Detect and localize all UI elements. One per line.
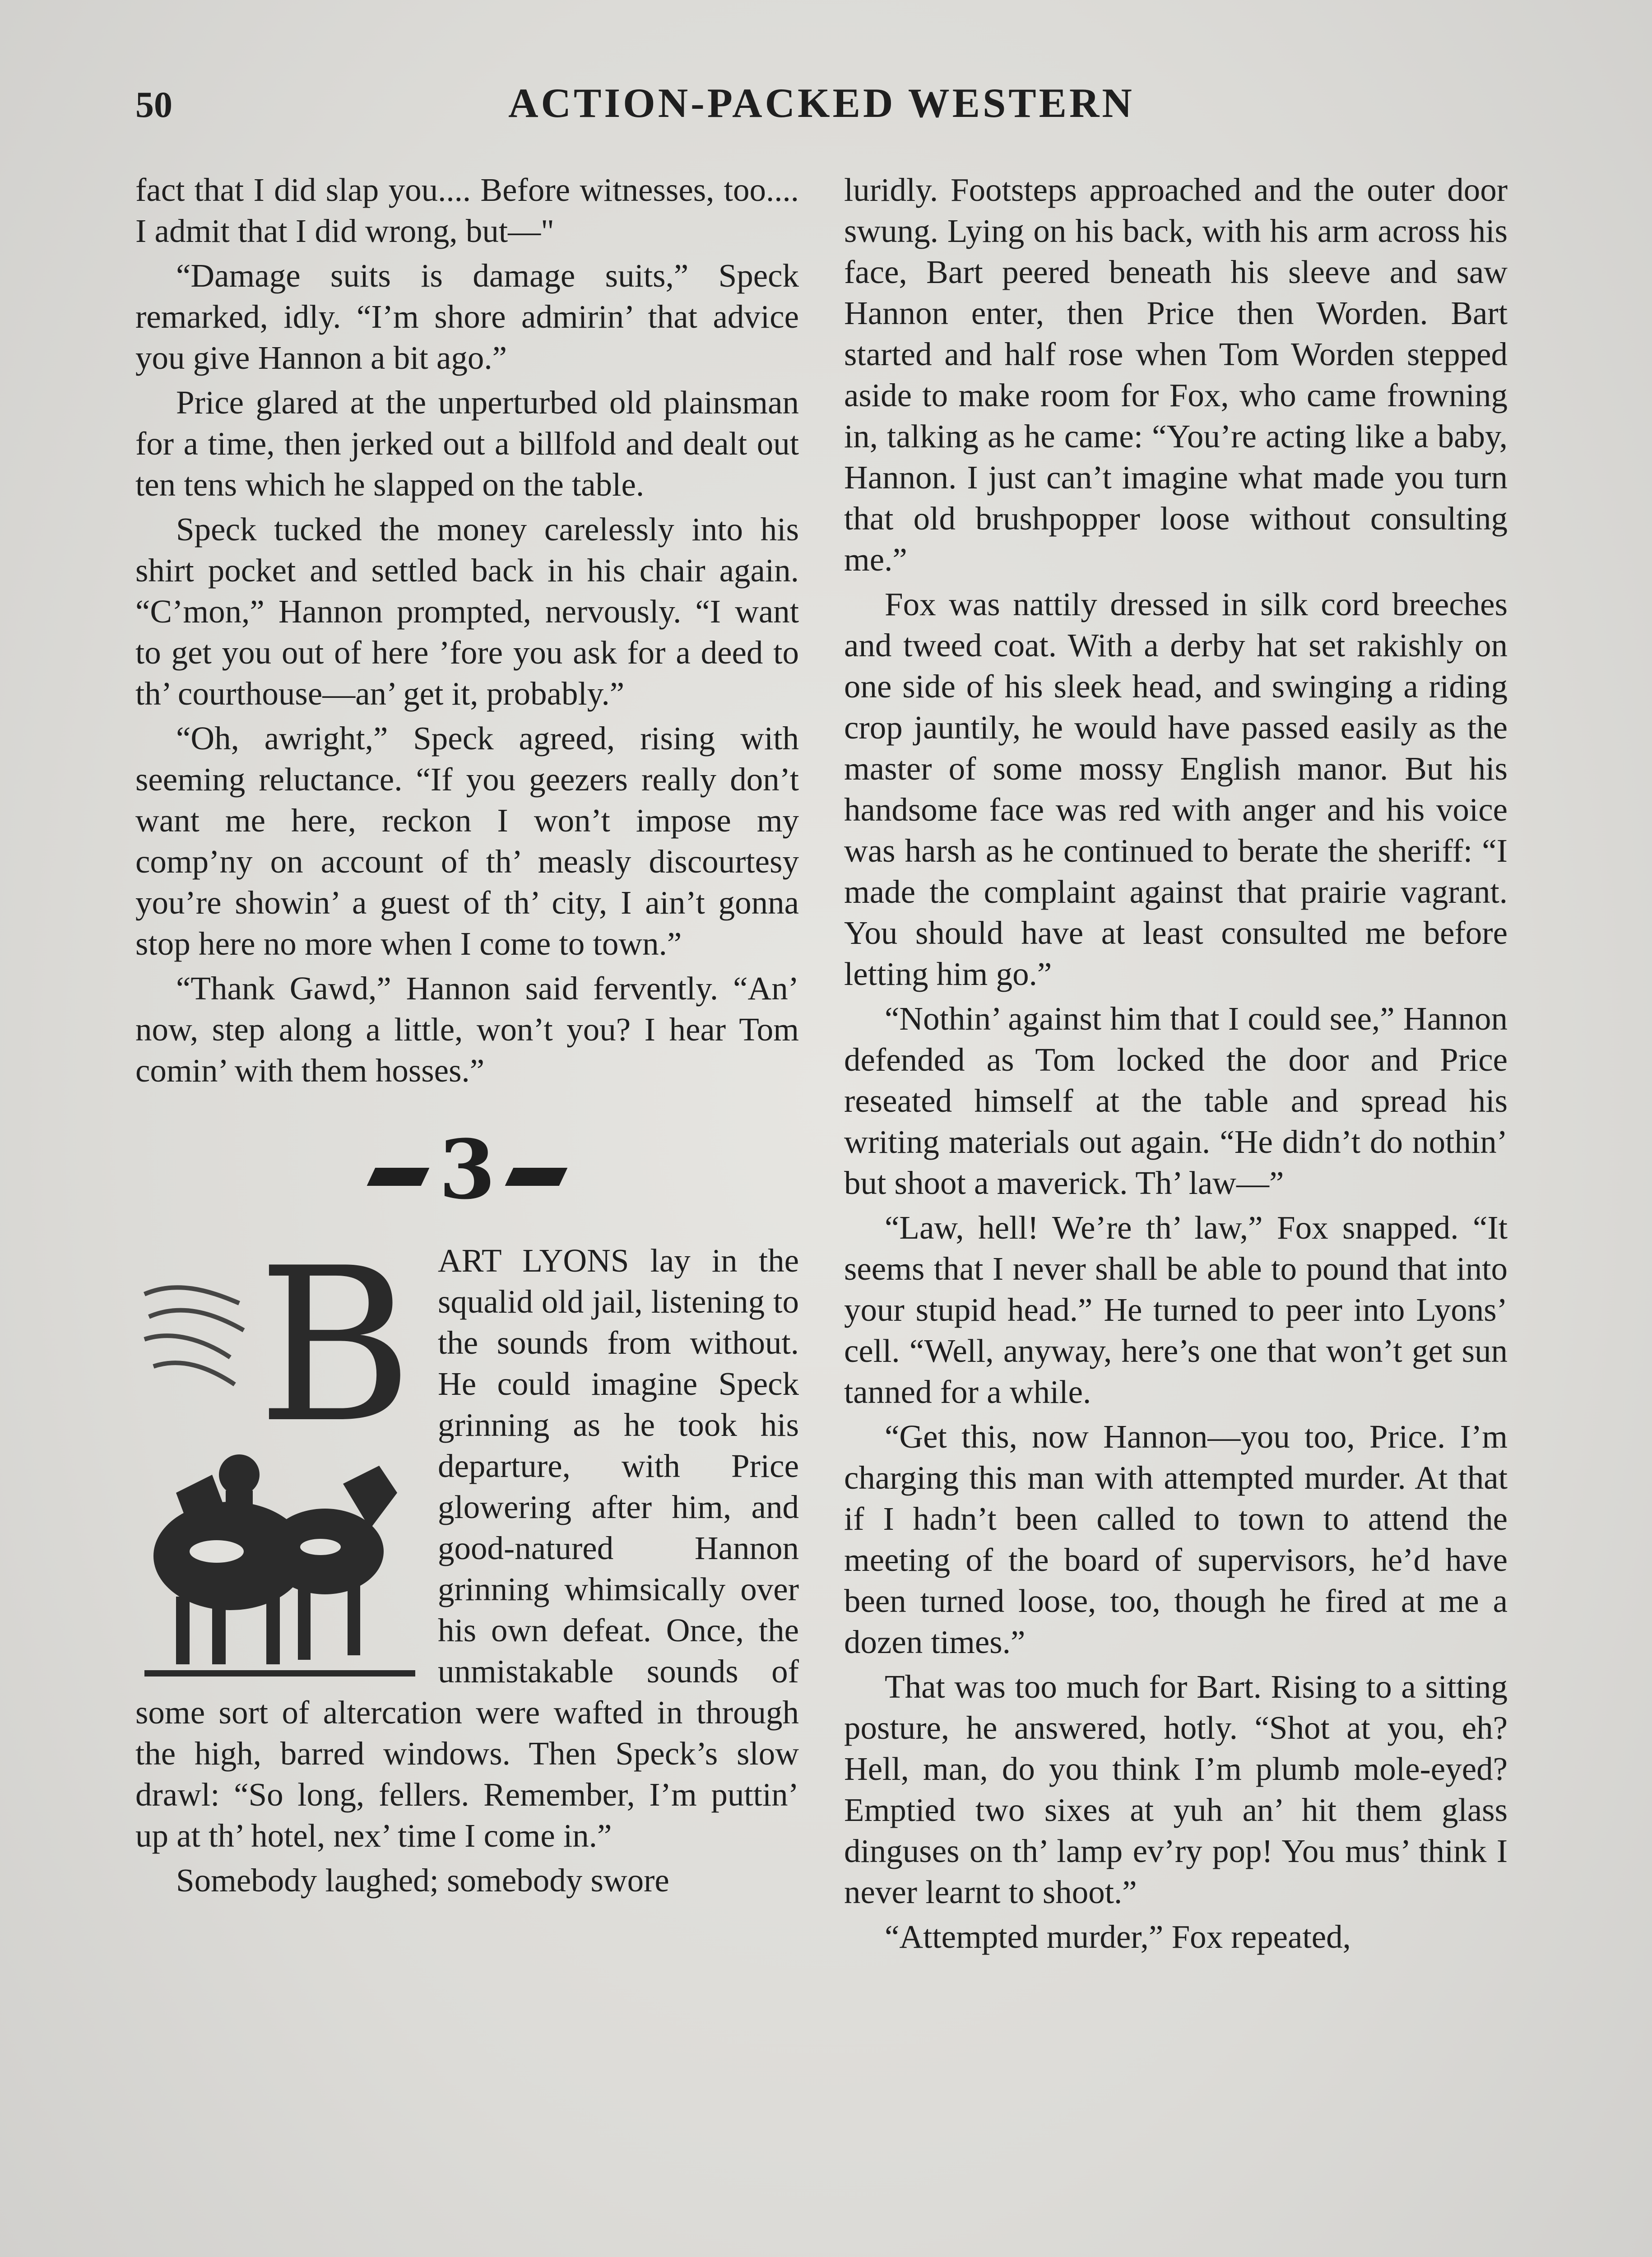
drop-cap-illustration (135, 1222, 424, 1691)
paragraph: “Law, hell! We’re th’ law,” Fox snapped. “It seems that I never shall be able to pound that into your stupid head.” He turned to peer into Lyons’ cell. “Well, anyway, here’s one that won’t get sun tanned for a while. (844, 1209, 1508, 1410)
paragraph: fact that I did slap you.... Before witnesses, too.... I admit that I did wrong, but—" (135, 172, 799, 249)
paragraph: That was too much for Bart. Rising to a sitting posture, he answered, hotly. “Shot at you, eh? Hell, man, do you think I’m plumb mole-eyed? Emptied two sixes at yuh an’ hit them glass dinguses on th’ lamp ev’ry pop! You mus’ think I never learnt to shoot.” (844, 1668, 1508, 1910)
paragraph: “Nothin’ against him that I could see,” Hannon defended as Tom locked the door and Price reseated himself at the table and spread his writing materials out again. “He didn’t do nothin’ but shoot a maverick. Th’ law—” (844, 1000, 1508, 1201)
running-title: ACTION-PACKED WESTERN (508, 80, 1135, 126)
chapter-number: 3 (439, 1122, 496, 1217)
chapter-dash-right (505, 1168, 567, 1186)
chapter-dash-left (367, 1168, 430, 1186)
page-header (135, 79, 1508, 133)
paragraph: luridly. Footsteps approached and the outer door swung. Lying on his back, with his arm across his face, Bart peered beneath his sleeve and saw Hannon enter, then Price then Worden. Bart started and half rose when Tom Worden stepped aside to make room for Fox, who came frowning in, talking as he came: “You’re acting like a baby, Hannon. I just can’t imagine what made you turn that old brushpopper loose without consulting me.” (844, 172, 1508, 578)
paragraph: “Get this, now Hannon—you too, Price. I’m charging this man with attempted murder. At that if I hadn’t been called to town to attend the meeting of the board of supervisors, he’d have been turned loose, too, though he fired at me a dozen times.” (844, 1418, 1508, 1660)
chapter-heading (135, 1122, 799, 1217)
paragraph: Fox was nattily dressed in silk cord breeches and tweed coat. With a derby hat set rakishly on one side of his sleek head, and swinging a riding crop jauntily, he would have passed easily as the master of some mossy English manor. But his handsome face was red with anger and his voice was harsh as he continued to berate the sheriff: “I made the complaint against that prairie vagrant. You should have at least consulted me before letting him go.” (844, 586, 1508, 992)
page-number: 50 (135, 84, 172, 125)
left-column (135, 169, 799, 1904)
paragraph: Price glared at the unperturbed old plainsman for a time, then jerked out a billfold and dealt out ten tens which he slapped on the table. (135, 384, 799, 503)
right-column (844, 169, 1508, 1961)
paragraph: “Attempted murder,” Fox repeated, (885, 1918, 1351, 1955)
paragraph: Speck tucked the money carelessly into his shirt pocket and settled back in his chair again. “C’mon,” Hannon prompted, nervously. “I want to get you out of here ’fore you ask for a deed to th’ courthouse—an’ get it, probably.” (135, 511, 799, 712)
paragraph: Somebody laughed; somebody swore (176, 1862, 669, 1899)
drop-cap-letter: B (257, 1222, 413, 1469)
paragraph: ART LYONS lay in the squalid old jail, listening to the sounds from without. He could imagine Speck grinning as he took his departure, with Price glowering after him, and good-natured Hannon grinning whimsically over his own defeat. Once, the unmistakable sounds of some sort of altercation were wafted in through the high, barred windows. Then Speck’s slow drawl: “So long, fellers. Remember, I’m puttin’ up at th’ hotel, nex’ time I come in.” (135, 1242, 799, 1854)
paragraph: “Thank Gawd,” Hannon said fervently. “An’ now, step along a little, won’t you? I hear Tom comin’ with them hosses.” (135, 970, 799, 1089)
paragraph: “Damage suits is damage suits,” Speck remarked, idly. “I’m shore admirin’ that advice you give Hannon a bit ago.” (135, 257, 799, 376)
paragraph: “Oh, awright,” Speck agreed, rising with seeming reluctance. “If you geezers really don’t want me here, reckon I won’t impose my comp’ny on account of th’ measly discourtesy you’re showin’ a guest of th’ city, I ain’t gonna stop here no more when I come to town.” (135, 720, 799, 962)
